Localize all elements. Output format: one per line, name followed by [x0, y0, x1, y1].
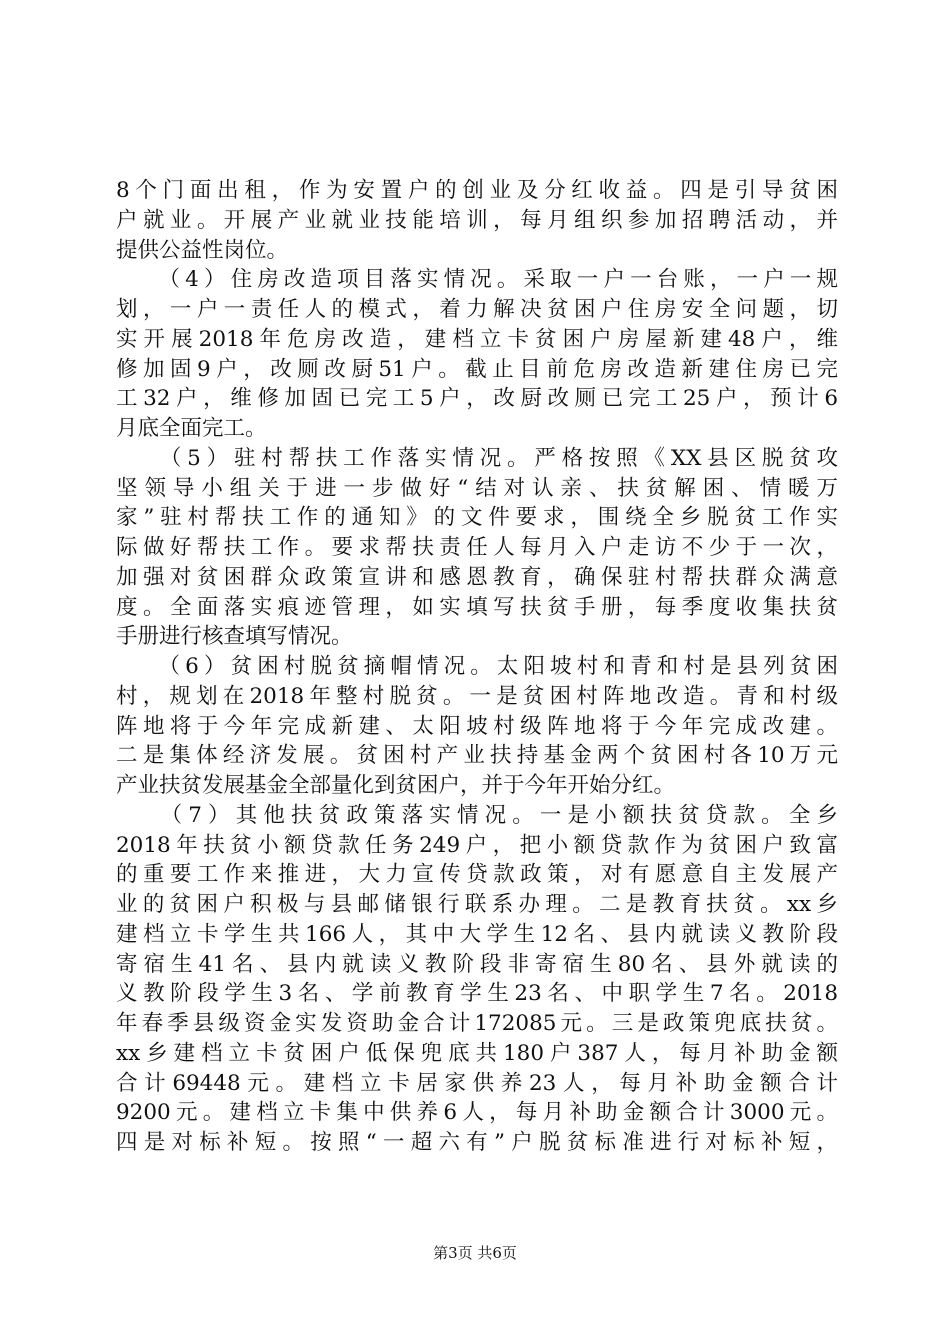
text-line: 坚领导小组关于进一步做好“结对认亲、扶贫解困、情暖万 — [116, 475, 838, 501]
text-line: 年春季县级资金实发资助金合计172085元。三是政策兜底扶贫。 — [116, 1011, 838, 1036]
text-line: 度。全面落实痕迹管理，如实填写扶贫手册，每季度收集扶贫 — [116, 594, 838, 620]
text-line: （6）贫困村脱贫摘帽情况。太阳坡村和青和村是县列贫困 — [116, 654, 838, 679]
text-line: 际做好帮扶工作。要求帮扶责任人每月入户走访不少于一次， — [116, 535, 838, 560]
text-line: 村，规划在2018年整村脱贫。一是贫困村阵地改造。青和村级 — [116, 683, 838, 709]
text-line: 合计69448元。建档立卡居家供养23人，每月补助金额合计 — [116, 1070, 838, 1096]
text-line: 业的贫困户积极与县邮储银行联系办理。二是教育扶贫。xx乡 — [116, 892, 838, 917]
text-line: 产业扶贫发展基金全部量化到贫困户，并于今年开始分红。 — [116, 773, 676, 798]
text-line: 家”驻村帮扶工作的通知》的文件要求，围绕全乡脱贫工作实 — [116, 505, 838, 531]
text-line: 二是集体经济发展。贫困村产业扶持基金两个贫困村各10万元 — [116, 743, 838, 769]
text-line: 义教阶段学生3名、学前教育学生23名、中职学生7名。2018 — [116, 981, 838, 1007]
text-line: （7）其他扶贫政策落实情况。一是小额扶贫贷款。全乡 — [116, 802, 838, 828]
text-line: 划，一户一责任人的模式，着力解决贫困户住房安全问题，切 — [116, 297, 838, 322]
text-line: （4）住房改造项目落实情况。采取一户一台账，一户一规 — [116, 267, 838, 293]
text-line: 加强对贫困群众政策宣讲和感恩教育，确保驻村帮扶群众满意 — [116, 564, 838, 590]
text-line: 实开展2018年危房改造，建档立卡贫困户房屋新建48户，维 — [116, 326, 838, 352]
text-line: 寄宿生41名、县内就读义教阶段非寄宿生80名、县外就读的 — [116, 951, 838, 977]
text-line: 四是对标补短。按照“一超六有”户脱贫标准进行对标补短， — [116, 1130, 838, 1155]
text-line: xx乡建档立卡贫困户低保兜底共180户387人，每月补助金额 — [116, 1040, 838, 1066]
text-line: 提供公益性岗位。 — [116, 237, 289, 263]
document-body — [116, 176, 838, 1158]
text-line: 8个门面出租，作为安置户的创业及分红收益。四是引导贫困 — [116, 178, 838, 203]
text-line: 手册进行核查填写情况。 — [116, 624, 353, 650]
text-line: 的重要工作来推进，大力宣传贷款政策，对有愿意自主发展产 — [116, 862, 838, 888]
text-line: 阵地将于今年完成新建、太阳坡村级阵地将于今年完成改建。 — [116, 713, 838, 739]
text-line: 户就业。开展产业就业技能培训，每月组织参加招聘活动，并 — [116, 207, 838, 233]
text-line: 建档立卡学生共166人，其中大学生12名、县内就读义教阶段 — [116, 921, 838, 947]
text-line: （5）驻村帮扶工作落实情况。严格按照《XX县区脱贫攻 — [116, 445, 838, 471]
text-line: 月底全面完工。 — [116, 416, 267, 441]
text-line: 修加固9户，改厕改厨51户。截止目前危房改造新建住房已完 — [116, 356, 838, 382]
text-line: 工32户，维修加固已完工5户，改厨改厕已完工25户，预计6 — [116, 386, 838, 412]
text-line: 2018年扶贫小额贷款任务249户，把小额贷款作为贫困户致富 — [116, 832, 838, 858]
text-line: 9200元。建档立卡集中供养6人，每月补助金额合计3000元。 — [116, 1100, 838, 1126]
page-footer: 第3页 共6页 — [433, 1244, 517, 1262]
